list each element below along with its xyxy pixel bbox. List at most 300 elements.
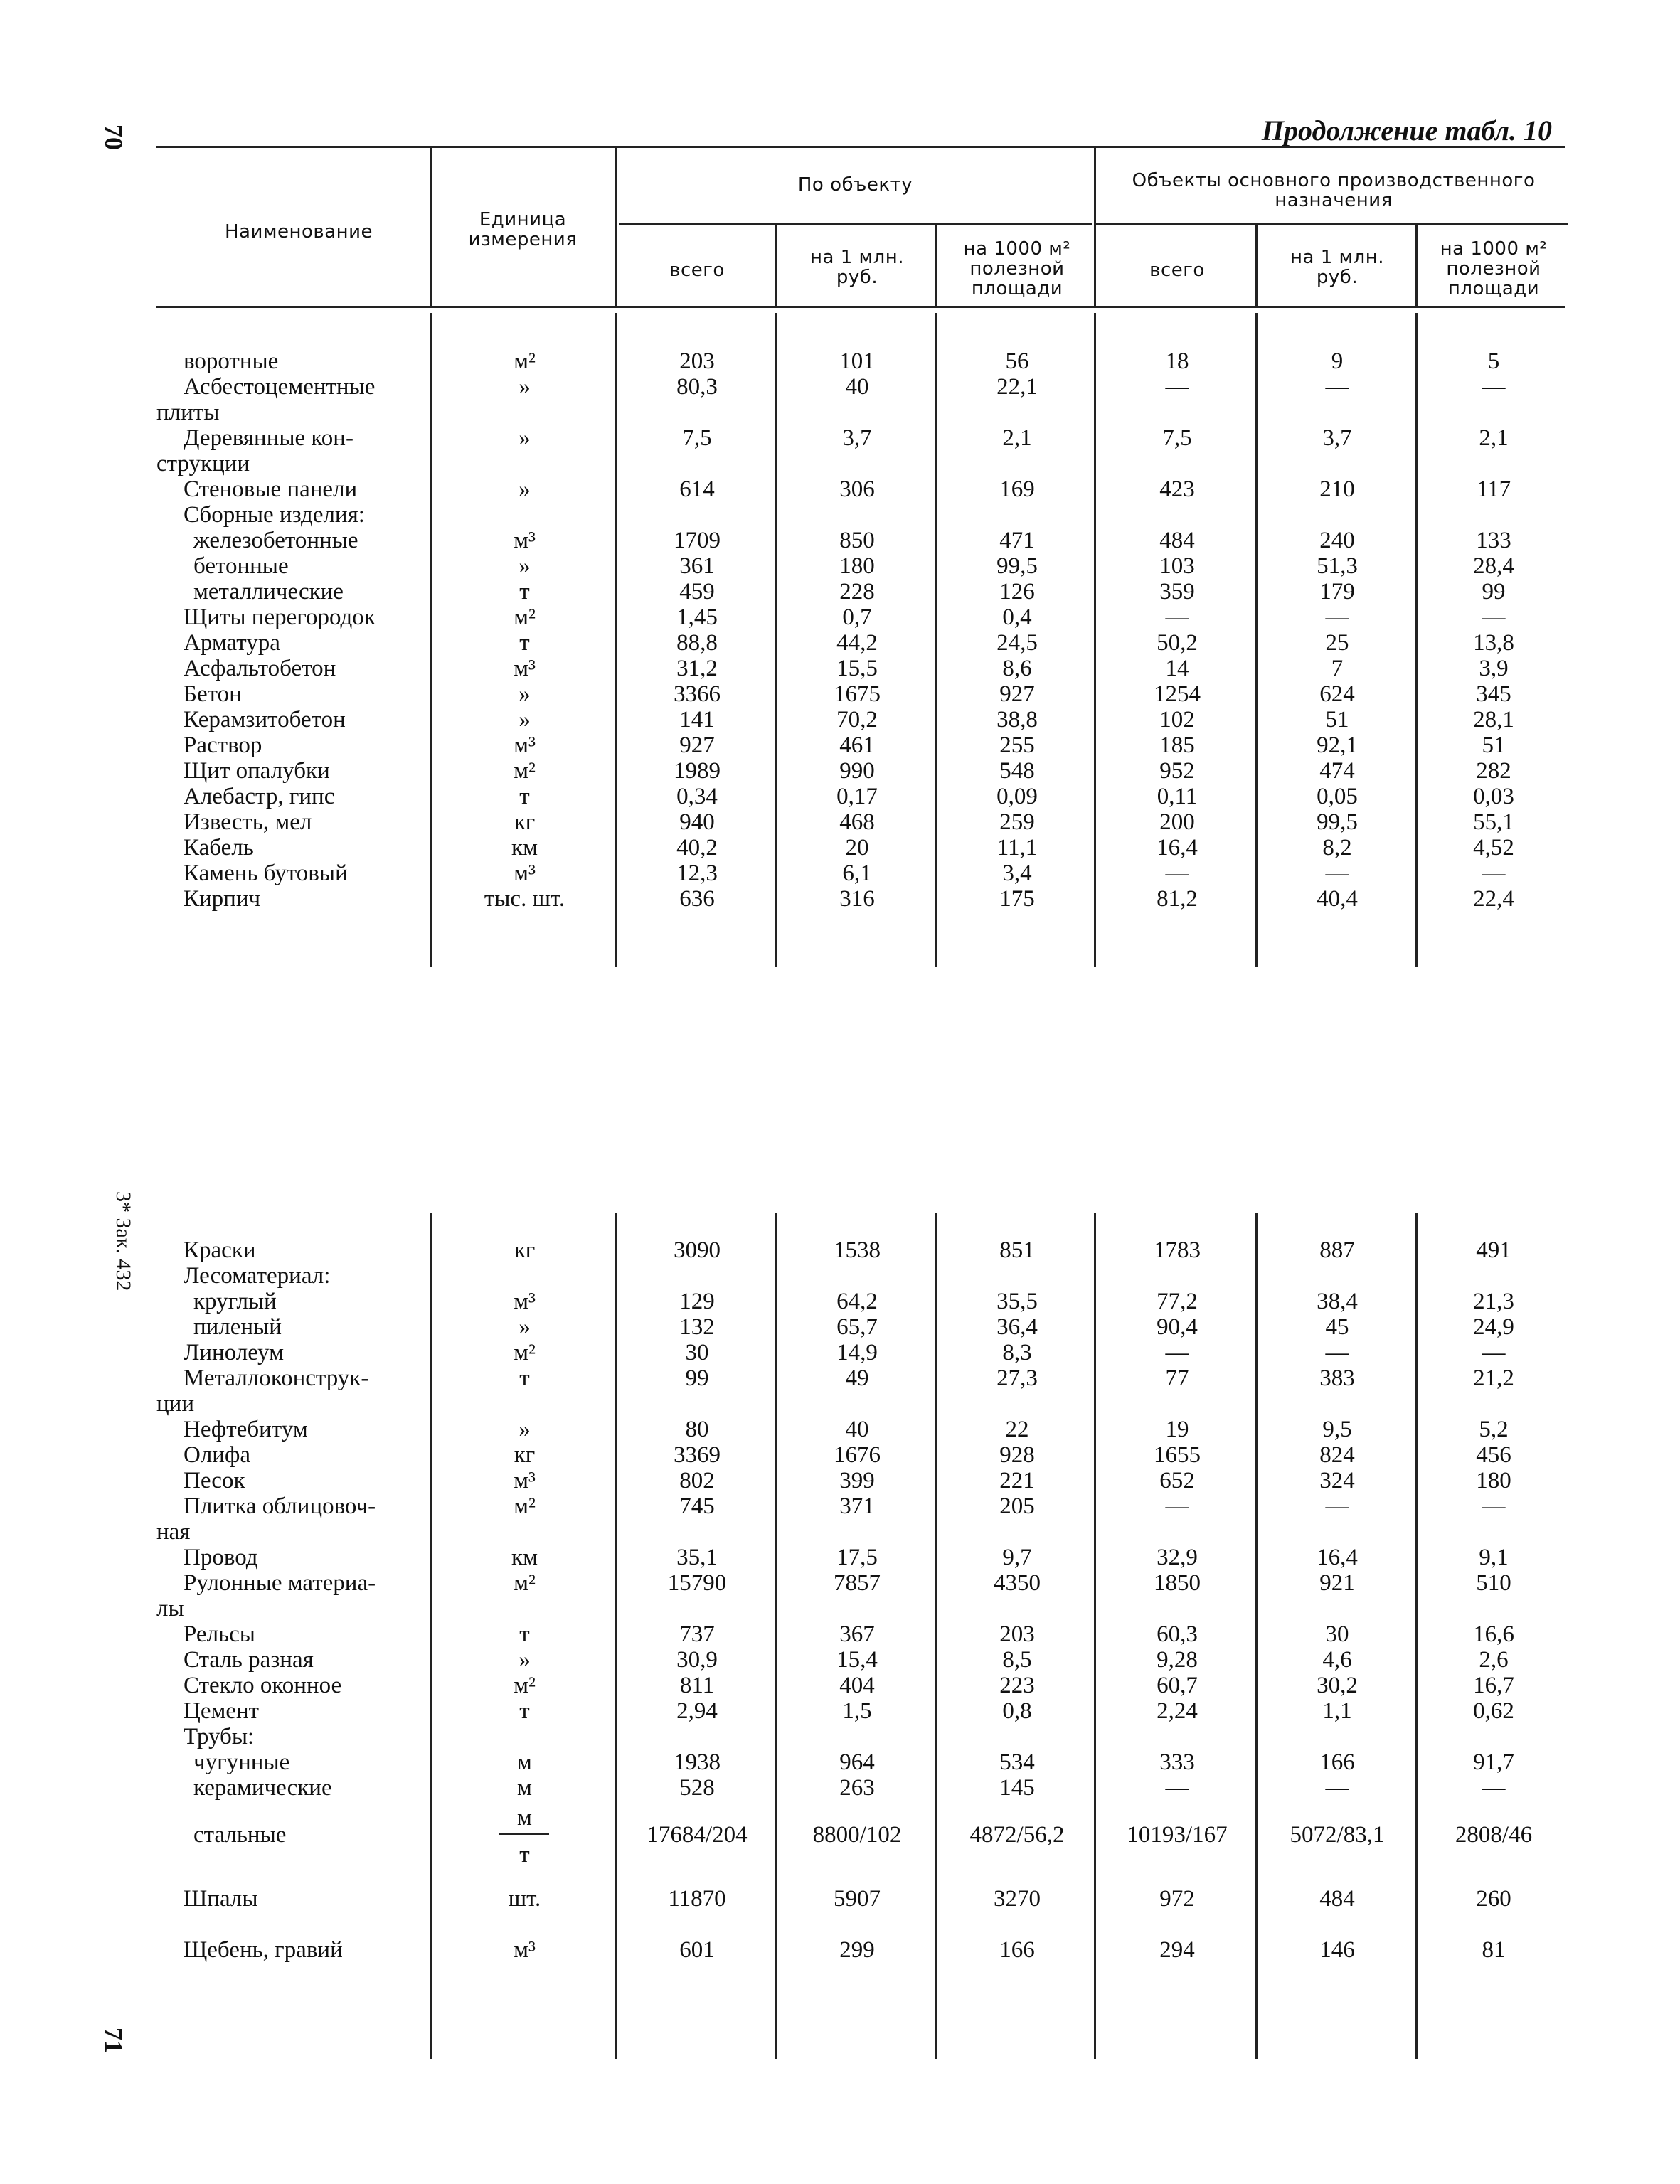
cell-per-mln: 316 — [839, 886, 875, 912]
cell-main-per-mln: 5072/83,1 — [1290, 1822, 1385, 1848]
table-row — [0, 1391, 1680, 1417]
cell-per-area: 0,8 — [1002, 1698, 1032, 1724]
header-bottom-rule — [156, 306, 1565, 308]
table-row — [0, 1673, 1680, 1698]
cell-main-total: 60,7 — [1157, 1673, 1198, 1698]
row-unit: т — [519, 630, 530, 656]
page-number-bottom: 71 — [100, 2028, 128, 2053]
row-unit: » — [519, 374, 531, 400]
cell-per-area: 24,5 — [996, 630, 1038, 656]
cell-total: 2,94 — [676, 1698, 718, 1724]
cell-main-total: 16,4 — [1157, 835, 1198, 861]
cell-main-per-area: 456 — [1476, 1442, 1511, 1468]
row-name: Щиты перегородок — [184, 604, 376, 630]
table-row — [0, 553, 1680, 579]
cell-per-mln: 17,5 — [836, 1545, 878, 1570]
cell-per-mln: 228 — [839, 579, 875, 604]
cell-main-per-mln: — — [1325, 861, 1349, 886]
cell-main-per-area: 24,9 — [1473, 1314, 1514, 1340]
row-name: Керамзитобетон — [184, 707, 346, 733]
cell-main-per-mln: 30,2 — [1317, 1673, 1358, 1698]
cell-main-per-mln: — — [1325, 1493, 1349, 1519]
cell-main-total: 0,11 — [1157, 784, 1198, 809]
cell-main-per-mln: 887 — [1319, 1237, 1355, 1263]
cell-per-area: 927 — [999, 681, 1035, 707]
cell-main-total: 81,2 — [1157, 886, 1198, 912]
table-row — [0, 681, 1680, 707]
cell-per-area: 99,5 — [996, 553, 1038, 579]
cell-per-mln: 40 — [845, 1417, 869, 1442]
row-name: Щит опалубки — [184, 758, 330, 784]
cell-main-total: 1254 — [1154, 681, 1201, 707]
table-row — [0, 476, 1680, 502]
table-row — [0, 348, 1680, 374]
table-row — [0, 784, 1680, 809]
cell-main-per-area: 16,6 — [1473, 1621, 1514, 1647]
table-row — [0, 425, 1680, 451]
table-row — [0, 1263, 1680, 1289]
table-row — [0, 656, 1680, 681]
cell-per-mln: 20 — [845, 835, 869, 861]
row-name: Краски — [184, 1237, 256, 1263]
row-name: Плитка облицовоч- — [184, 1493, 376, 1519]
row-unit: кг — [514, 1442, 536, 1468]
cell-main-per-area: 491 — [1476, 1237, 1511, 1263]
cell-per-area: 126 — [999, 579, 1035, 604]
row-unit: » — [519, 425, 531, 451]
table-row — [0, 374, 1680, 400]
cell-per-mln: 0,17 — [836, 784, 878, 809]
cell-per-mln: 263 — [839, 1775, 875, 1801]
cell-main-per-area: 28,4 — [1473, 553, 1514, 579]
cell-total: 35,1 — [676, 1545, 718, 1570]
table-row — [0, 400, 1680, 425]
row-name: Кабель — [184, 835, 254, 861]
cell-total: 528 — [679, 1775, 715, 1801]
subheader-rule-2 — [1095, 223, 1568, 225]
print-order-mark: 3* Зак. 432 — [112, 1191, 135, 1291]
row-name: Стеновые панели — [184, 476, 358, 502]
cell-main-total: 14 — [1165, 656, 1189, 681]
cell-main-per-mln: 25 — [1325, 630, 1349, 656]
row-name: Шпалы — [184, 1886, 258, 1912]
row-unit: м² — [514, 758, 536, 784]
table-row — [0, 809, 1680, 835]
cell-main-per-mln: 7 — [1331, 656, 1344, 681]
cell-total: 601 — [679, 1937, 715, 1963]
cell-main-per-mln: 210 — [1319, 476, 1355, 502]
header-unit: Единица измерения — [468, 209, 578, 250]
cell-main-per-area: 28,1 — [1473, 707, 1514, 733]
cell-main-per-area: 55,1 — [1473, 809, 1514, 835]
cell-per-mln: 990 — [839, 758, 875, 784]
table-row — [0, 1596, 1680, 1621]
cell-main-per-mln: 16,4 — [1317, 1545, 1358, 1570]
table-row — [0, 604, 1680, 630]
cell-main-total: 9,28 — [1157, 1647, 1198, 1673]
table-row — [0, 1365, 1680, 1391]
cell-main-total: 972 — [1159, 1886, 1195, 1912]
cell-per-mln: 3,7 — [842, 425, 872, 451]
row-unit: м³ — [514, 1468, 536, 1493]
row-unit: м³ — [514, 1937, 536, 1963]
cell-main-per-mln: 45 — [1325, 1314, 1349, 1340]
cell-per-mln: 367 — [839, 1621, 875, 1647]
cell-main-per-mln: 4,6 — [1322, 1647, 1352, 1673]
row-name: Раствор — [184, 733, 262, 758]
row-unit: » — [519, 681, 531, 707]
cell-total: 1709 — [674, 528, 721, 553]
row-name: круглый — [193, 1289, 277, 1314]
cell-per-area: 851 — [999, 1237, 1035, 1263]
cell-main-total: 185 — [1159, 733, 1195, 758]
header-top-rule — [156, 146, 1565, 148]
cell-total: 1989 — [674, 758, 721, 784]
cell-main-per-mln: 383 — [1319, 1365, 1355, 1391]
cell-main-per-area: — — [1482, 604, 1506, 630]
cell-main-total: 77 — [1165, 1365, 1189, 1391]
table-row — [0, 886, 1680, 912]
cell-per-area: 534 — [999, 1749, 1035, 1775]
cell-main-per-mln: 9,5 — [1322, 1417, 1352, 1442]
header-divider — [615, 146, 617, 306]
cell-per-area: 56 — [1005, 348, 1029, 374]
cell-total: 737 — [679, 1621, 715, 1647]
table-row — [0, 1493, 1680, 1519]
cell-per-area: 928 — [999, 1442, 1035, 1468]
cell-per-mln: 64,2 — [836, 1289, 878, 1314]
steel-unit-bottom: т — [519, 1842, 530, 1868]
cell-main-per-area: 345 — [1476, 681, 1511, 707]
row-name: Рулонные материа- — [184, 1570, 376, 1596]
cell-main-per-area: 4,52 — [1473, 835, 1514, 861]
cell-per-mln: 299 — [839, 1937, 875, 1963]
cell-per-mln: 1675 — [834, 681, 881, 707]
cell-total: 30 — [685, 1340, 709, 1365]
row-name: металлические — [193, 579, 344, 604]
cell-per-mln: 306 — [839, 476, 875, 502]
subheader-per-area-line: на 1000 м² — [963, 238, 1071, 260]
row-unit: т — [519, 1698, 530, 1724]
cell-main-per-area: 81 — [1482, 1937, 1506, 1963]
table-row — [0, 1570, 1680, 1596]
cell-per-mln: 15,4 — [836, 1647, 878, 1673]
header-divider — [1415, 223, 1418, 306]
table-row — [0, 502, 1680, 528]
row-name: Алебастр, гипс — [184, 784, 335, 809]
subheader-per-mln — [1259, 247, 1415, 287]
cell-main-per-mln: 30 — [1325, 1621, 1349, 1647]
cell-per-mln: 1,5 — [842, 1698, 872, 1724]
row-name: Цемент — [184, 1698, 260, 1724]
row-name: воротные — [184, 348, 279, 374]
cell-per-area: 3,4 — [1002, 861, 1032, 886]
row-unit: » — [519, 707, 531, 733]
cell-per-mln: 1676 — [834, 1442, 881, 1468]
cell-main-per-area: 5,2 — [1479, 1417, 1509, 1442]
cell-main-per-mln: — — [1325, 374, 1349, 400]
subheader-per-mln-line: руб. — [836, 267, 878, 288]
row-name: Стекло оконное — [184, 1673, 342, 1698]
cell-main-total: — — [1165, 604, 1189, 630]
table-row — [0, 1289, 1680, 1314]
cell-main-per-mln: 1,1 — [1322, 1698, 1352, 1724]
subheader-rule-1 — [619, 223, 1092, 225]
cell-main-per-mln: — — [1325, 604, 1349, 630]
cell-per-mln: 399 — [839, 1468, 875, 1493]
table-caption: Продолжение табл. 10 — [1261, 114, 1552, 147]
cell-total: 636 — [679, 886, 715, 912]
cell-per-area: 169 — [999, 476, 1035, 502]
cell-per-area: 145 — [999, 1775, 1035, 1801]
cell-per-mln: 65,7 — [836, 1314, 878, 1340]
subheader-per-mln-line: руб. — [1316, 267, 1359, 288]
cell-main-per-area: 13,8 — [1473, 630, 1514, 656]
subheader-per-area — [939, 239, 1095, 299]
cell-total: 132 — [679, 1314, 715, 1340]
cell-per-mln: 7857 — [834, 1570, 881, 1596]
cell-main-per-area: 260 — [1476, 1886, 1511, 1912]
cell-per-mln: 964 — [839, 1749, 875, 1775]
cell-per-mln: 468 — [839, 809, 875, 835]
cell-per-area: 221 — [999, 1468, 1035, 1493]
cell-total: 11870 — [668, 1886, 726, 1912]
subheader-per-area-line: полезной — [969, 258, 1065, 279]
subheader-per-area-line: площади — [971, 278, 1063, 299]
cell-total: 361 — [679, 553, 715, 579]
cell-total: 3369 — [674, 1442, 721, 1468]
cell-main-total: 952 — [1159, 758, 1195, 784]
cell-main-per-mln: 474 — [1319, 758, 1355, 784]
row-name: Камень бутовый — [184, 861, 348, 886]
cell-per-mln: 0,7 — [842, 604, 872, 630]
cell-main-per-mln: 51,3 — [1317, 553, 1358, 579]
cell-main-per-area: 91,7 — [1473, 1749, 1514, 1775]
cell-main-per-area: 2808/46 — [1455, 1822, 1533, 1848]
cell-total: 459 — [679, 579, 715, 604]
cell-main-per-mln: 99,5 — [1317, 809, 1358, 835]
row-name: Арматура — [184, 630, 280, 656]
cell-main-per-area: 282 — [1476, 758, 1511, 784]
cell-main-per-area: 2,6 — [1479, 1647, 1509, 1673]
subheader-per-mln — [779, 247, 935, 287]
cell-per-mln: 49 — [845, 1365, 869, 1391]
row-unit: » — [519, 476, 531, 502]
cell-total: 80 — [685, 1417, 709, 1442]
subheader-per-mln-line: на 1 млн. — [1290, 247, 1384, 268]
cell-main-total: 90,4 — [1157, 1314, 1198, 1340]
row-name: лы — [156, 1596, 184, 1621]
cell-main-total: 333 — [1159, 1749, 1195, 1775]
cell-per-area: 205 — [999, 1493, 1035, 1519]
header-divider — [935, 223, 937, 306]
table-row — [0, 1545, 1680, 1570]
row-unit: м³ — [514, 528, 536, 553]
row-name: ции — [156, 1391, 194, 1417]
table-row — [0, 1519, 1680, 1545]
subheader-total: всего — [669, 260, 725, 281]
table-row — [0, 1724, 1680, 1749]
cell-main-per-area: — — [1482, 1340, 1506, 1365]
cell-per-area: 27,3 — [996, 1365, 1038, 1391]
cell-main-per-area: 22,4 — [1473, 886, 1514, 912]
cell-total: 927 — [679, 733, 715, 758]
cell-main-total: 18 — [1165, 348, 1189, 374]
cell-total: 12,3 — [676, 861, 718, 886]
row-unit: шт. — [508, 1886, 541, 1912]
row-name: чугунные — [193, 1749, 290, 1775]
cell-main-per-area: 9,1 — [1479, 1545, 1509, 1570]
row-unit: тыс. шт. — [484, 886, 565, 912]
row-unit: м² — [514, 348, 536, 374]
cell-per-area: 223 — [999, 1673, 1035, 1698]
cell-main-per-area: 21,3 — [1473, 1289, 1514, 1314]
header-group-main: Объекты основного производственного назначения — [1132, 170, 1536, 211]
cell-per-mln: 40 — [845, 374, 869, 400]
steel-unit-top: м — [517, 1805, 532, 1831]
cell-main-total: 32,9 — [1157, 1545, 1198, 1570]
cell-main-per-mln: 484 — [1319, 1886, 1355, 1912]
cell-per-area: 4350 — [994, 1570, 1041, 1596]
row-name: Известь, мел — [184, 809, 312, 835]
subheader-per-area — [1419, 239, 1568, 299]
row-unit: м³ — [514, 861, 536, 886]
cell-main-per-mln: 8,2 — [1322, 835, 1352, 861]
cell-total: 7,5 — [682, 425, 712, 451]
cell-main-per-mln: 51 — [1325, 707, 1349, 733]
cell-main-per-mln: — — [1325, 1340, 1349, 1365]
cell-main-per-mln: 0,05 — [1317, 784, 1358, 809]
cell-total: 1938 — [674, 1749, 721, 1775]
cell-main-total: 1655 — [1154, 1442, 1201, 1468]
row-unit: т — [519, 579, 530, 604]
table-row — [0, 1442, 1680, 1468]
table-row — [0, 1468, 1680, 1493]
row-name: Сталь разная — [184, 1647, 314, 1673]
row-unit: км — [511, 1545, 538, 1570]
table-row — [0, 1775, 1680, 1801]
cell-main-total: 50,2 — [1157, 630, 1198, 656]
cell-main-per-mln: 166 — [1319, 1749, 1355, 1775]
row-name: ная — [156, 1519, 191, 1545]
table-row — [0, 451, 1680, 476]
subheader-total: всего — [1149, 260, 1205, 281]
cell-per-mln: 5907 — [834, 1886, 881, 1912]
cell-main-per-area: 117 — [1476, 476, 1511, 502]
cell-total: 0,34 — [676, 784, 718, 809]
row-name: Бетон — [184, 681, 242, 707]
cell-per-mln: 180 — [839, 553, 875, 579]
cell-main-per-mln: 921 — [1319, 1570, 1355, 1596]
cell-main-per-area: — — [1482, 1493, 1506, 1519]
cell-main-per-area: 5 — [1487, 348, 1500, 374]
cell-per-area: 259 — [999, 809, 1035, 835]
row-name: Деревянные кон- — [184, 425, 353, 451]
row-name: Линолеум — [184, 1340, 285, 1365]
page-number-top: 70 — [100, 124, 128, 150]
row-name: бетонные — [193, 553, 289, 579]
cell-total: 129 — [679, 1289, 715, 1314]
cell-main-per-mln: 179 — [1319, 579, 1355, 604]
row-name: стальные — [193, 1822, 287, 1848]
row-unit: м² — [514, 1493, 536, 1519]
cell-per-area: 36,4 — [996, 1314, 1038, 1340]
cell-main-total: 2,24 — [1157, 1698, 1198, 1724]
subheader-per-area-line: на 1000 м² — [1440, 238, 1548, 260]
cell-main-per-area: 16,7 — [1473, 1673, 1514, 1698]
cell-main-per-area: 0,62 — [1473, 1698, 1514, 1724]
cell-main-total: 652 — [1159, 1468, 1195, 1493]
cell-main-total: 1783 — [1154, 1237, 1201, 1263]
row-unit: т — [519, 1365, 530, 1391]
cell-main-total: 1850 — [1154, 1570, 1201, 1596]
cell-main-total: — — [1165, 1775, 1189, 1801]
row-unit: кг — [514, 1237, 536, 1263]
cell-per-area: 548 — [999, 758, 1035, 784]
row-name: Асфальтобетон — [184, 656, 336, 681]
cell-per-area: 175 — [999, 886, 1035, 912]
cell-main-total: 7,5 — [1162, 425, 1192, 451]
row-unit: м³ — [514, 1289, 536, 1314]
row-name: железобетонные — [193, 528, 358, 553]
row-unit: м² — [514, 1570, 536, 1596]
cell-total: 1,45 — [676, 604, 718, 630]
cell-main-total: 294 — [1159, 1937, 1195, 1963]
table-row — [0, 1886, 1680, 1912]
table-row — [0, 733, 1680, 758]
cell-per-area: 35,5 — [996, 1289, 1038, 1314]
cell-per-area: 22,1 — [996, 374, 1038, 400]
table-row — [0, 707, 1680, 733]
row-name: Песок — [184, 1468, 245, 1493]
row-unit: м — [517, 1775, 532, 1801]
cell-main-per-area: 180 — [1476, 1468, 1511, 1493]
cell-total: 17684/204 — [647, 1822, 748, 1848]
cell-main-per-mln: 9 — [1331, 348, 1344, 374]
cell-per-area: 4872/56,2 — [969, 1822, 1065, 1848]
row-name: Трубы: — [184, 1724, 255, 1749]
table-row — [0, 835, 1680, 861]
cell-main-total: — — [1165, 1340, 1189, 1365]
cell-main-total: 10193/167 — [1127, 1822, 1228, 1848]
cell-main-per-area: 21,2 — [1473, 1365, 1514, 1391]
table-row — [0, 861, 1680, 886]
table-row — [0, 1647, 1680, 1673]
row-name: Рельсы — [184, 1621, 255, 1647]
row-name: Кирпич — [184, 886, 261, 912]
row-name: Лесоматериал: — [184, 1263, 331, 1289]
table-row — [0, 1237, 1680, 1263]
cell-main-per-area: 133 — [1476, 528, 1511, 553]
subheader-per-mln-line: на 1 млн. — [810, 247, 904, 268]
row-name: струкции — [156, 451, 250, 476]
cell-per-area: 22 — [1005, 1417, 1029, 1442]
cell-main-per-area: 99 — [1482, 579, 1506, 604]
table-row — [0, 630, 1680, 656]
cell-per-area: 9,7 — [1002, 1545, 1032, 1570]
row-name: Провод — [184, 1545, 258, 1570]
cell-total: 3366 — [674, 681, 721, 707]
cell-main-per-area: — — [1482, 1775, 1506, 1801]
cell-per-mln: 371 — [839, 1493, 875, 1519]
cell-per-mln: 1538 — [834, 1237, 881, 1263]
row-unit: т — [519, 1621, 530, 1647]
cell-main-per-area: 3,9 — [1479, 656, 1509, 681]
cell-main-per-mln: 240 — [1319, 528, 1355, 553]
cell-per-area: 166 — [999, 1937, 1035, 1963]
cell-main-total: 200 — [1159, 809, 1195, 835]
row-unit: » — [519, 1417, 531, 1442]
